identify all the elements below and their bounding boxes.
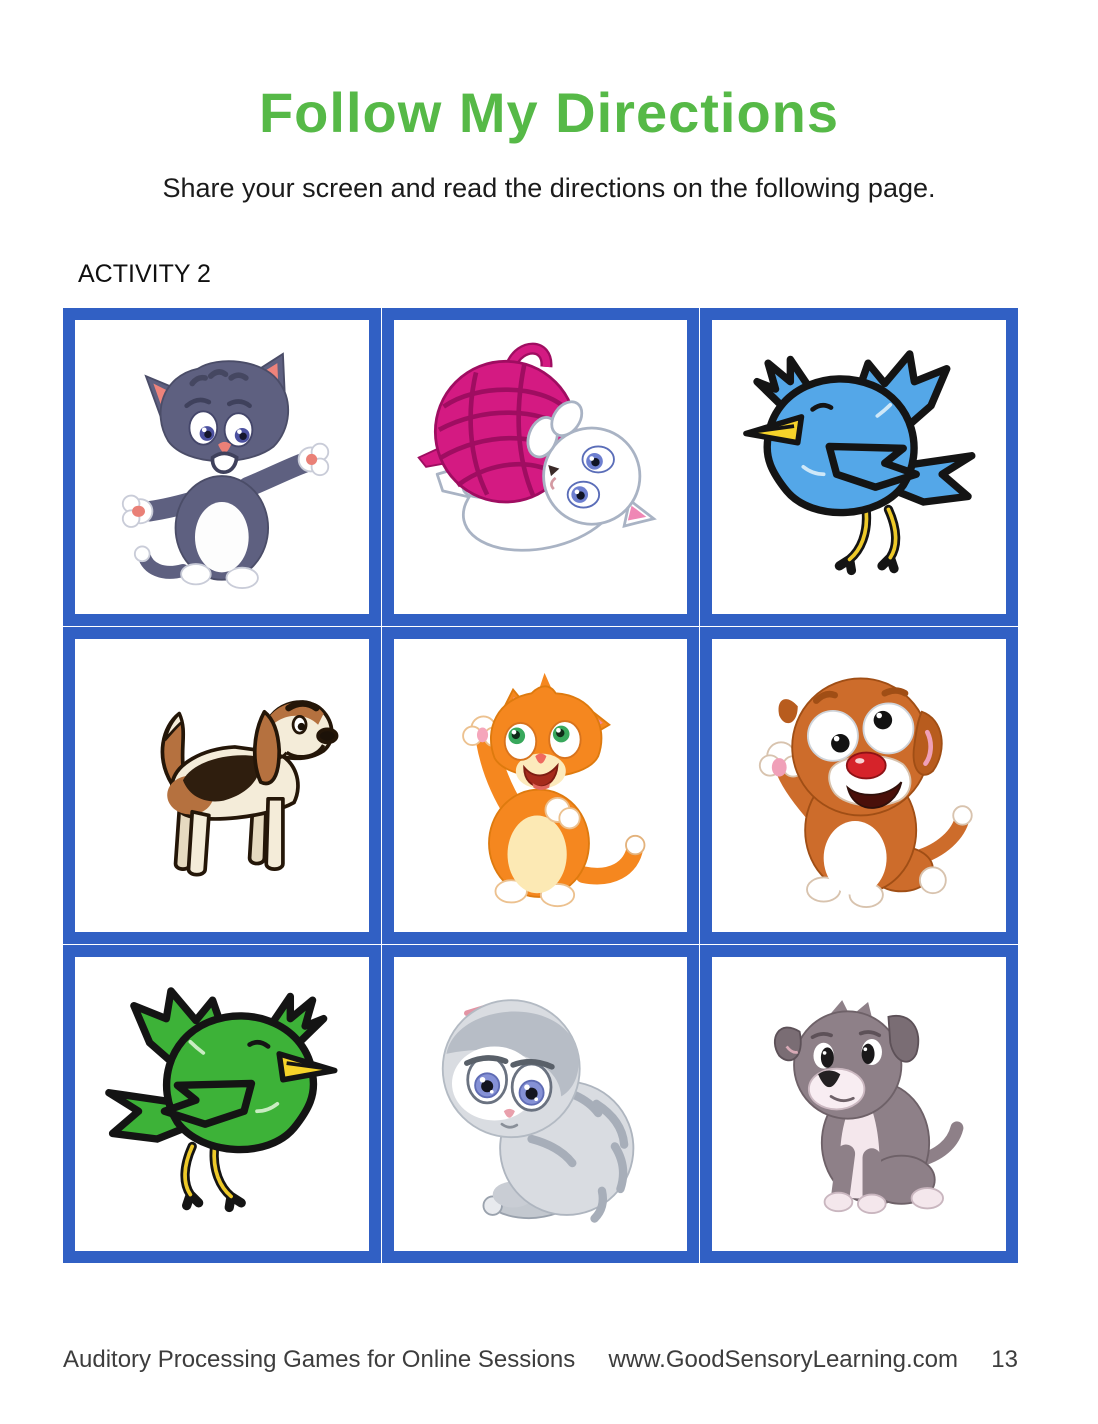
sad-gray-kitten-image — [402, 965, 680, 1243]
brown-puppy-waving-image — [720, 647, 998, 925]
beagle-puppy-image — [83, 647, 361, 925]
animal-card-grid — [63, 308, 1018, 1260]
footer-product-title: Auditory Processing Games for Online Sessions — [63, 1346, 576, 1373]
card-blue-bird — [700, 308, 1018, 626]
orange-kitten-waving-image — [402, 647, 680, 925]
card-green-bird — [63, 945, 381, 1263]
green-bird-image — [83, 965, 361, 1243]
page-subtitle: Share your screen and read the directions on the following page. — [162, 173, 936, 203]
activity-label: ACTIVITY 2 — [78, 260, 211, 288]
card-gray-kitten-waving — [63, 308, 381, 626]
card-brown-puppy-waving — [700, 627, 1018, 945]
card-orange-kitten-waving — [382, 627, 700, 945]
gray-kitten-waving-image — [83, 328, 361, 606]
page-title: Follow My Directions — [258, 81, 840, 144]
page-footer — [63, 1346, 1018, 1374]
blue-bird-image — [720, 328, 998, 606]
gray-puppy-sitting-image — [720, 965, 998, 1243]
footer-website-url: www.GoodSensoryLearning.com — [608, 1346, 959, 1373]
card-white-kitten-yarn — [382, 308, 700, 626]
card-beagle-puppy — [63, 627, 381, 945]
card-gray-puppy-sitting — [700, 945, 1018, 1263]
footer-page-number: 13 — [991, 1346, 1018, 1373]
white-kitten-yarn-image — [402, 328, 680, 606]
card-sad-gray-kitten — [382, 945, 700, 1263]
